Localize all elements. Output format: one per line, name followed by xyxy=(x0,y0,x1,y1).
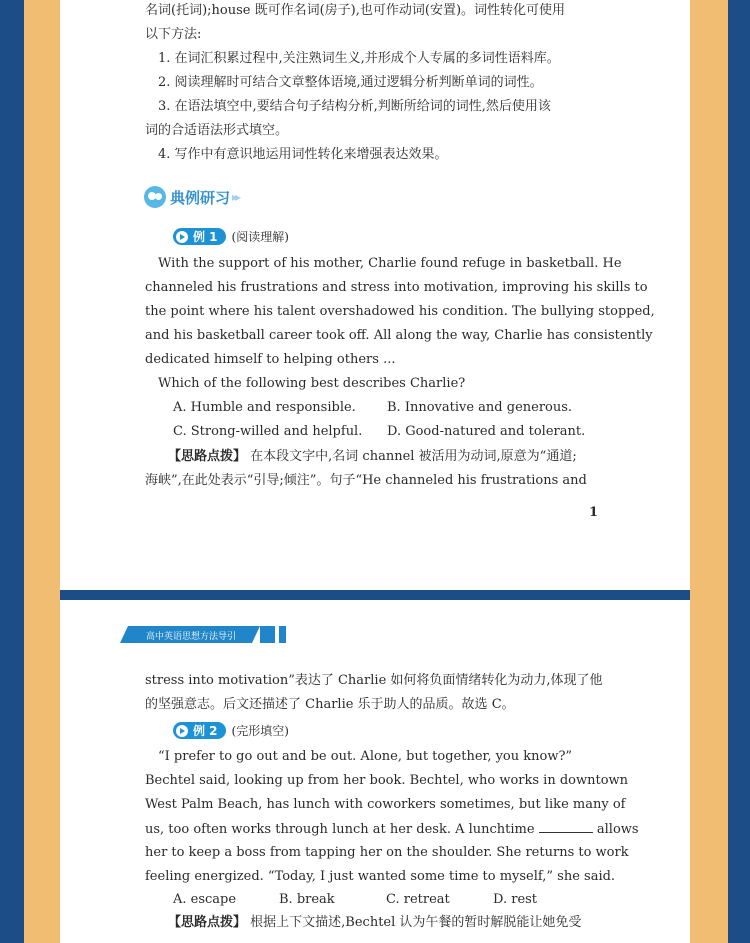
example-label: 例 2 xyxy=(193,724,218,738)
option-a: A. Humble and responsible. xyxy=(173,400,356,415)
book-page-1 xyxy=(60,0,690,590)
passage-line: her to keep a boss from tapping her on the shoulder. She returns to work xyxy=(145,845,629,860)
hint-label: 【思路点拨】 xyxy=(168,915,247,930)
speech-bubble-icon xyxy=(144,186,166,208)
hint-label: 【思路点拨】 xyxy=(168,449,247,464)
hint-text: 在本段文字中,名词 channel 被活用为动词,原意为“通道; xyxy=(250,449,577,464)
method-item-2: 2. 阅读理解时可结合文章整体语境,通过逻辑分析判断单词的词性。 xyxy=(145,75,543,90)
example-type: (阅读理解) xyxy=(231,230,289,244)
continuation-line: stress into motivation”表达了 Charlie 如何将负面情绪转化为动力,体现了他 xyxy=(145,673,603,688)
double-chevron-icon: ▸▸ xyxy=(232,190,239,204)
section-heading xyxy=(144,186,238,208)
hint-line xyxy=(168,914,581,932)
option-d: D. rest xyxy=(493,892,538,907)
section-title: 典例研习 xyxy=(170,188,231,207)
header-block xyxy=(279,626,286,643)
option-c: C. retreat xyxy=(386,892,450,907)
answer-blank xyxy=(539,820,593,833)
page-number: 1 xyxy=(589,505,599,520)
method-item-1: 1. 在词汇积累过程中,关注熟词生义,并形成个人专属的多词性语料库。 xyxy=(145,51,560,66)
passage-line: “I prefer to go out and be out. Alone, but together, you know?” xyxy=(145,749,573,764)
example-label: 例 1 xyxy=(193,230,218,244)
option-c: C. Strong-willed and helpful. xyxy=(173,424,363,439)
option-b: B. break xyxy=(279,892,335,907)
option-a: A. escape xyxy=(173,892,237,907)
passage-line: dedicated himself to helping others ... xyxy=(145,352,396,367)
hint-line xyxy=(168,448,577,466)
passage-line: the point where his talent overshadowed his condition. The bullying stopped, xyxy=(145,304,655,319)
passage-line: Bechtel said, looking up from her book. Bechtel, who works in downtown xyxy=(145,773,629,788)
passage-line: channeled his frustrations and stress into motivation, improving his skills to xyxy=(145,280,648,295)
method-item-3-cont: 词的合适语法形式填空。 xyxy=(145,123,289,138)
option-d: D. Good-natured and tolerant. xyxy=(387,424,586,439)
hint-text: 根据上下文描述,Bechtel 认为午餐的暂时解脱能让她免受 xyxy=(250,915,582,930)
passage-text: us, too often works through lunch at her desk. A lunchtime xyxy=(145,822,535,837)
passage-line xyxy=(145,820,639,839)
intro-line: 以下方法: xyxy=(145,27,202,42)
example-1-header xyxy=(173,228,289,245)
left-border xyxy=(24,0,60,943)
play-icon xyxy=(176,231,188,243)
hint-line: 海峡”,在此处表示“引导;倾注”。句子“He channeled his frustrations and xyxy=(145,473,587,488)
method-item-4: 4. 写作中有意识地运用词性转化来增强表达效果。 xyxy=(145,147,448,162)
example-type: (完形填空) xyxy=(231,724,289,738)
header-block xyxy=(260,626,275,643)
play-icon xyxy=(176,725,188,737)
question: Which of the following best describes Charlie? xyxy=(145,376,466,391)
example-2-header xyxy=(173,722,289,739)
passage-line: West Palm Beach, has lunch with coworkers sometimes, but like many of xyxy=(145,797,626,812)
example-badge xyxy=(173,228,226,245)
continuation-line: 的坚强意志。后文还描述了 Charlie 乐于助人的品质。故选 C。 xyxy=(145,697,515,712)
passage-line: and his basketball career took off. All along the way, Charlie has consistently xyxy=(145,328,653,343)
book-page-2 xyxy=(60,600,690,943)
right-border xyxy=(690,0,728,943)
passage-line: With the support of his mother, Charlie found refuge in basketball. He xyxy=(145,256,622,271)
option-b: B. Innovative and generous. xyxy=(387,400,573,415)
running-header: 高中英语思想方法导引 xyxy=(146,632,237,642)
method-item-3: 3. 在语法填空中,要结合句子结构分析,判断所给词的词性,然后使用该 xyxy=(145,99,551,114)
passage-line: feeling energized. “Today, I just wanted some time to myself,” she said. xyxy=(145,869,616,884)
example-badge xyxy=(173,722,226,739)
passage-text: allows xyxy=(596,822,639,837)
intro-line: 名词(托词);house 既可作名词(房子),也可作动词(安置)。词性转化可使用 xyxy=(145,3,566,18)
